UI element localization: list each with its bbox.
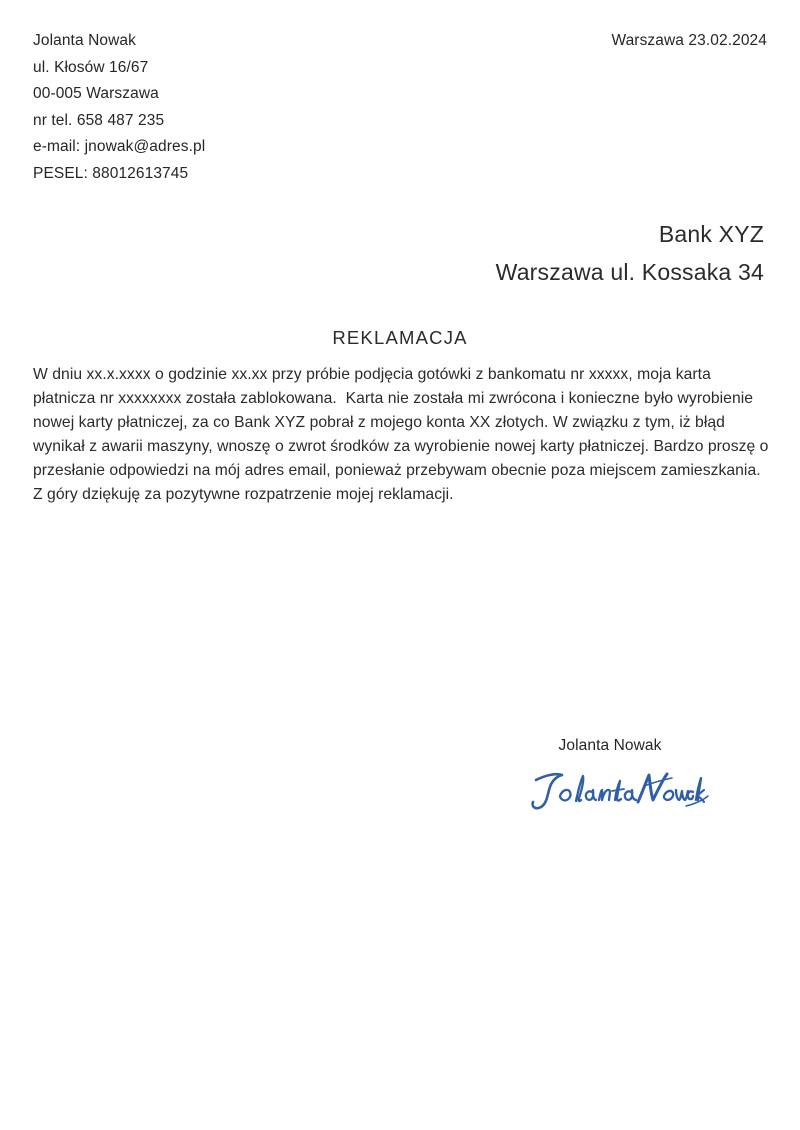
letter-body: W dniu xx.x.xxxx o godzinie xx.xx przy próbie podjęcia gotówki z bankomatu nr xxxxx, moja karta płatnicza nr xxxxxxxx została zablokowana. Karta nie została mi zwrócona i konieczne było wyrobienie nowej karty płatniczej, za co Bank XYZ pobrał z mojego konta XX złotych. W związku z tym, iż błąd wynikał z awarii maszyny, wnoszę o zwrot środków za wyrobienie nowej karty płatniczej. Bardzo proszę o przesłanie odpowiedzi na mój adres email, ponieważ przebywam obecnie poza miejscem zamieszkania. Z góry dziękuję za pozytywne rozpatrzenie mojej reklamacji. [33, 366, 773, 504]
recipient-address-block [496, 215, 764, 291]
place-and-date: Warszawa 23.02.2024 [611, 32, 767, 49]
sender-pesel: PESEL: 88012613745 [33, 164, 189, 182]
handwritten-signature [460, 765, 760, 817]
sender-postal-city: 00-005 Warszawa [33, 85, 159, 102]
signature-printed-name: Jolanta Nowak [558, 737, 662, 754]
sender-address-block [33, 28, 205, 187]
document-title: REKLAMACJA [332, 327, 468, 348]
sender-email: e-mail: jnowak@adres.pl [33, 138, 206, 155]
sender-phone: nr tel. 658 487 235 [33, 111, 165, 129]
sender-street: ul. Kłosów 16/67 [33, 58, 149, 76]
recipient-name: Bank XYZ [658, 221, 764, 247]
letter-header [33, 28, 767, 187]
signature-block [460, 735, 760, 817]
recipient-address: Warszawa ul. Kossaka 34 [495, 259, 764, 285]
sender-name: Jolanta Nowak [33, 32, 136, 49]
